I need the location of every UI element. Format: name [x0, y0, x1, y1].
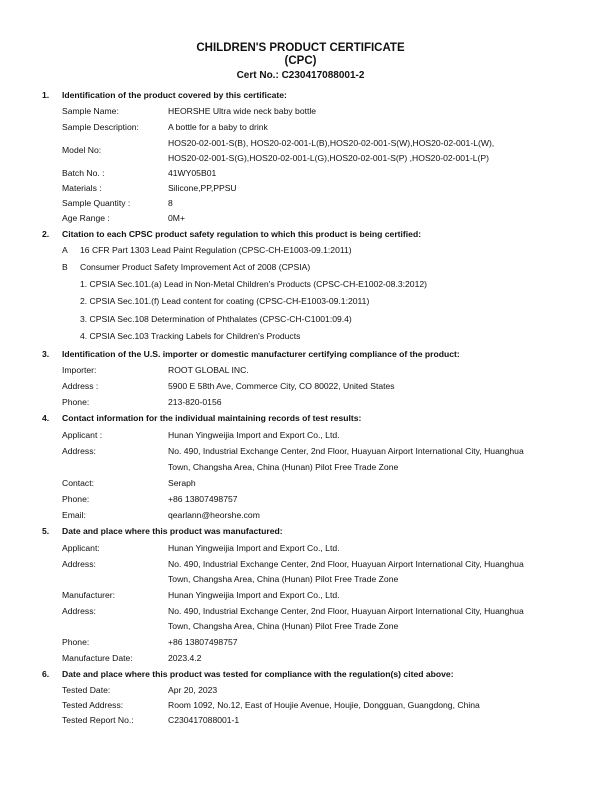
sample-description-label: Sample Description:	[62, 122, 139, 132]
contact-address-label: Address:	[62, 446, 96, 456]
regulation-a-text: 16 CFR Part 1303 Lead Paint Regulation (CPSC-CH-E1003-09.1:2011)	[80, 245, 352, 255]
tested-address-value: Room 1092, No.12, East of Houjie Avenue, Houjie, Dongguan, Guangdong, China	[168, 700, 480, 710]
contact-address-line-1: No. 490, Industrial Exchange Center, 2nd Floor, Huayuan Airport International City, Huanghua	[168, 446, 524, 456]
mfg-applicant-address-label: Address:	[62, 559, 96, 569]
contact-address-line-2: Town, Changsha Area, China (Hunan) Pilot Free Trade Zone	[168, 462, 399, 472]
age-range-value: 0M+	[168, 213, 185, 223]
model-number-line-2: HOS20-02-001-S(G),HOS20-02-001-L(G),HOS20-02-001-S(P) ,HOS20-02-001-L(P)	[168, 153, 489, 163]
importer-address-value: 5900 E 58th Ave, Commerce City, CO 80022, United States	[168, 381, 395, 391]
batch-number-value: 41WY05B01	[168, 168, 217, 178]
importer-value: ROOT GLOBAL INC.	[168, 365, 249, 375]
manufacturer-address-label: Address:	[62, 606, 96, 616]
section-6-heading: Date and place where this product was tested for compliance with the regulation(s) cited above:	[62, 669, 454, 679]
sample-name-value: HEORSHE Ultra wide neck baby bottle	[168, 106, 317, 116]
section-1-number: 1.	[42, 90, 50, 100]
sample-quantity-label: Sample Quantity :	[62, 198, 131, 208]
mfg-applicant-label: Applicant:	[62, 543, 100, 553]
regulation-a-letter: A	[62, 245, 68, 255]
contact-email-value: qearlann@heorshe.com	[168, 510, 260, 520]
section-5-heading: Date and place where this product was manufactured:	[62, 526, 283, 536]
section-2-number: 2.	[42, 229, 50, 239]
certificate-number: Cert No.: C230417088001-2	[236, 70, 365, 81]
contact-person-label: Contact:	[62, 478, 95, 488]
section-4-number: 4.	[42, 413, 50, 423]
contact-phone-value: +86 13807498757	[168, 494, 238, 504]
mfg-applicant-address-line-2: Town, Changsha Area, China (Hunan) Pilot Free Trade Zone	[168, 574, 399, 584]
manufacturer-address-line-2: Town, Changsha Area, China (Hunan) Pilot Free Trade Zone	[168, 621, 399, 631]
tested-date-value: Apr 20, 2023	[168, 685, 218, 695]
sample-quantity-value: 8	[168, 198, 173, 208]
model-number-label: Model No:	[62, 145, 102, 155]
regulation-b-item: 2. CPSIA Sec.101.(f) Lead content for coating (CPSC-CH-E1003-09.1:2011)	[80, 296, 370, 306]
tested-date-label: Tested Date:	[62, 685, 111, 695]
manufacturer-address-line-1: No. 490, Industrial Exchange Center, 2nd Floor, Huayuan Airport International City, Huanghua	[168, 606, 524, 616]
section-5-number: 5.	[42, 526, 50, 536]
section-1-heading: Identification of the product covered by this certificate:	[62, 90, 287, 100]
contact-phone-label: Phone:	[62, 494, 90, 504]
tested-report-label: Tested Report No.:	[62, 715, 134, 725]
batch-number-label: Batch No. :	[62, 168, 105, 178]
age-range-label: Age Range :	[62, 213, 110, 223]
regulation-b-item: 3. CPSIA Sec.108 Determination of Phthalates (CPSC-CH-C1001:09.4)	[80, 314, 352, 324]
importer-address-label: Address :	[62, 381, 99, 391]
manufacturer-value: Hunan Yingweijia Import and Export Co., Ltd.	[168, 590, 340, 600]
tested-address-label: Tested Address:	[62, 700, 124, 710]
sample-description-value: A bottle for a baby to drink	[168, 122, 268, 132]
manufacturer-phone-value: +86 13807498757	[168, 637, 238, 647]
contact-applicant-label: Applicant :	[62, 430, 103, 440]
manufacturer-phone-label: Phone:	[62, 637, 90, 647]
materials-value: Silicone,PP,PPSU	[168, 183, 237, 193]
contact-applicant-value: Hunan Yingweijia Import and Export Co., Ltd.	[168, 430, 340, 440]
manufacturer-label: Manufacturer:	[62, 590, 116, 600]
section-3-heading: Identification of the U.S. importer or domestic manufacturer certifying compliance of the product:	[62, 349, 460, 359]
model-number-line-1: HOS20-02-001-S(B), HOS20-02-001-L(B),HOS20-02-001-S(W),HOS20-02-001-L(W),	[168, 138, 495, 148]
section-2-heading: Citation to each CPSC product safety regulation to which this product is being certified:	[62, 229, 422, 239]
importer-phone-label: Phone:	[62, 397, 90, 407]
regulation-b-text: Consumer Product Safety Improvement Act of 2008 (CPSIA)	[80, 262, 311, 272]
section-6-number: 6.	[42, 669, 50, 679]
section-3-number: 3.	[42, 349, 50, 359]
importer-phone-value: 213-820-0156	[168, 397, 222, 407]
contact-person-value: Seraph	[168, 478, 196, 488]
document-subtitle: (CPC)	[284, 55, 317, 67]
manufacture-date-value: 2023.4.2	[168, 653, 202, 663]
document-title: CHILDREN'S PRODUCT CERTIFICATE	[196, 42, 405, 54]
manufacture-date-label: Manufacture Date:	[62, 653, 133, 663]
mfg-applicant-value: Hunan Yingweijia Import and Export Co., Ltd.	[168, 543, 340, 553]
materials-label: Materials :	[62, 183, 102, 193]
mfg-applicant-address-line-1: No. 490, Industrial Exchange Center, 2nd Floor, Huayuan Airport International City, Huanghua	[168, 559, 524, 569]
contact-email-label: Email:	[62, 510, 86, 520]
importer-label: Importer:	[62, 365, 97, 375]
sample-name-label: Sample Name:	[62, 106, 119, 116]
regulation-b-letter: B	[62, 262, 68, 272]
regulation-b-item: 4. CPSIA Sec.103 Tracking Labels for Children's Products	[80, 331, 301, 341]
section-4-heading: Contact information for the individual maintaining records of test results:	[62, 413, 362, 423]
tested-report-value: C230417088001-1	[168, 715, 240, 725]
regulation-b-item: 1. CPSIA Sec.101.(a) Lead in Non-Metal Children's Products (CPSC-CH-E1002-08.3:2012)	[80, 279, 427, 289]
